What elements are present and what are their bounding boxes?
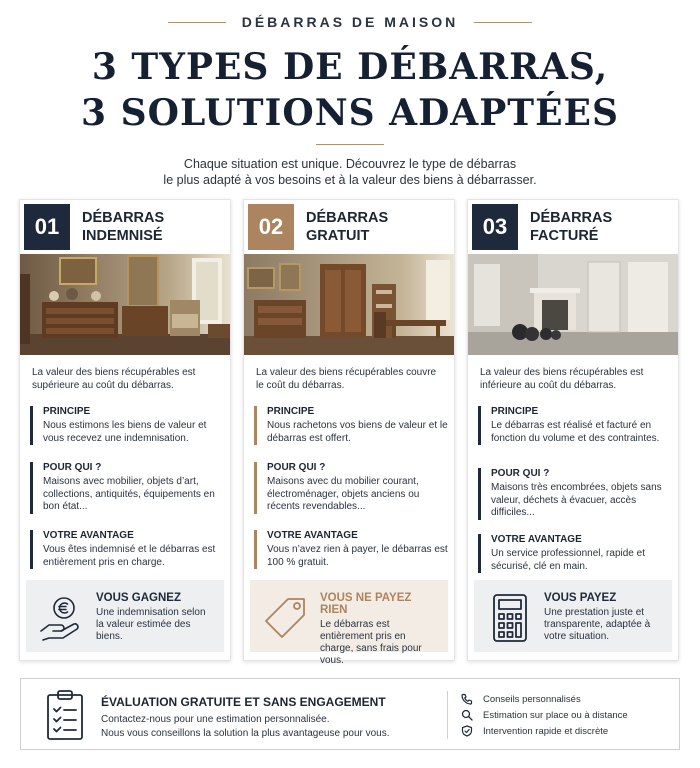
title-divider [316,144,384,145]
room-photo-common-furniture [244,254,454,355]
pay-title: VOUS PAYEZ [544,592,617,604]
principe-section [254,406,448,445]
card-title [530,209,660,245]
kicker-row [0,14,700,30]
room-photo-antique-furniture [20,254,230,355]
free-panel-text [320,592,440,667]
principe-text: Le débarras est réalisé et facturé en fonction du volume et des contraintes. [491,420,660,444]
kicker: DÉBARRAS DE MAISON [241,14,459,30]
pour-qui-section [254,462,448,514]
pour-qui-section [478,468,672,520]
avantage-title: VOTRE AVANTAGE [267,530,358,541]
card-title-line-2: FACTURÉ [530,228,599,244]
evaluation-text-line-2: Nous vous conseillons la solution la plus avantageuse pour vous. [101,728,390,739]
pay-text: Une prestation juste et transparente, adaptée à votre situation. [544,607,651,642]
shield-check-icon [461,725,473,737]
card-description: La valeur des biens récupérables couvre le coût du débarras. [256,367,437,391]
card-title-line-1: DÉBARRAS [82,210,165,226]
principe-title: PRINCIPE [43,406,91,417]
card-header [248,204,436,250]
card-description: La valeur des biens récupérables est inférieure au coût du débarras. [480,367,644,391]
card-header [472,204,660,250]
gain-text: Une indemnisation selon la valeur estimée des biens. [96,607,206,642]
benefit-item [461,707,628,723]
card-number: 02 [248,204,294,250]
clipboard-checklist-icon [45,689,85,746]
title-line-2: 3 SOLUTIONS ADAPTÉES [81,92,619,134]
card-number: 01 [24,204,70,250]
evaluation-banner [20,678,680,750]
benefit-item [461,691,628,707]
evaluation-title: ÉVALUATION GRATUITE ET SANS ENGAGEMENT [101,695,386,709]
pour-qui-title: POUR QUI ? [491,468,550,479]
pour-qui-text: Maisons très encombrées, objets sans valeur, déchets à évacuer, accès difficiles... [491,482,662,518]
card-title-line-1: DÉBARRAS [306,210,389,226]
free-panel [250,580,448,666]
gain-title: VOUS GAGNEZ [96,592,181,604]
avantage-text: Vous n’avez rien à payer, le débarras est 100 % gratuit. [267,544,448,568]
principe-title: PRINCIPE [491,406,539,417]
kicker-rule-left [168,22,226,23]
card-title [82,209,212,245]
avantage-title: VOTRE AVANTAGE [43,530,134,541]
evaluation-text-line-1: Contactez-nous pour une estimation personnalisée. [101,714,330,725]
card-title-line-2: INDEMNISÉ [82,228,163,244]
card-description: La valeur des biens récupérables est supérieure au coût du débarras. [32,367,196,391]
calculator-icon [482,592,538,644]
pour-qui-text: Maisons avec mobilier, objets d’art, collections, antiquités, équipements en bon état... [43,476,215,512]
pour-qui-section [30,462,224,514]
card-title [306,209,436,245]
evaluation-text [101,713,431,741]
pour-qui-title: POUR QUI ? [43,462,102,473]
magnifier-icon [461,709,473,721]
card-header [24,204,212,250]
intro-text [0,156,700,188]
gain-panel [26,580,224,652]
kicker-rule-right [474,22,532,23]
card-debarras-facture [467,199,679,661]
card-title-line-1: DÉBARRAS [530,210,613,226]
price-tag-icon [258,592,314,644]
room-photo-empty-room [468,254,678,355]
principe-section [478,406,672,445]
benefit-label: Intervention rapide et discrète [483,725,609,737]
principe-title: PRINCIPE [267,406,315,417]
benefit-list [461,691,628,739]
pay-panel [474,580,672,652]
card-debarras-gratuit [243,199,455,666]
avantage-text: Vous êtes indemnisé et le débarras est entièrement pris en charge. [43,544,216,568]
pour-qui-text: Maisons avec du mobilier courant, électroménager, objets anciens ou récents revendables... [267,476,420,512]
hand-euro-coin-icon [34,592,90,644]
intro-line-2: le plus adapté à vos besoins et à la valeur des biens à débarrasser. [163,173,537,187]
pay-panel-text [544,592,664,643]
benefit-label: Estimation sur place ou à distance [483,709,628,721]
footer-divider [447,691,448,739]
page-title [0,44,700,136]
benefit-label: Conseils personnalisés [483,693,581,705]
avantage-text: Un service professionnel, rapide et sécurisé, clé en main. [491,548,645,572]
principe-text: Nous rachetons vos biens de valeur et le débarras est offert. [267,420,448,444]
title-line-1: 3 TYPES DE DÉBARRAS, [91,46,609,88]
pour-qui-title: POUR QUI ? [267,462,326,473]
avantage-title: VOTRE AVANTAGE [491,534,582,545]
avantage-section [254,530,448,569]
principe-text: Nous estimons les biens de valeur et vous recevez une indemnisation. [43,420,207,444]
phone-icon [461,693,473,705]
intro-line-1: Chaque situation est unique. Découvrez le type de débarras [183,157,517,171]
free-title: VOUS NE PAYEZ RIEN [320,592,412,616]
free-text: Le débarras est entièrement pris en charge, sans frais pour vous. [320,619,422,666]
gain-panel-text [96,592,216,643]
benefit-item [461,723,628,739]
card-number: 03 [472,204,518,250]
card-debarras-indemnise [19,199,231,661]
principe-section [30,406,224,445]
avantage-section [478,534,672,573]
avantage-section [30,530,224,569]
card-title-line-2: GRATUIT [306,228,370,244]
